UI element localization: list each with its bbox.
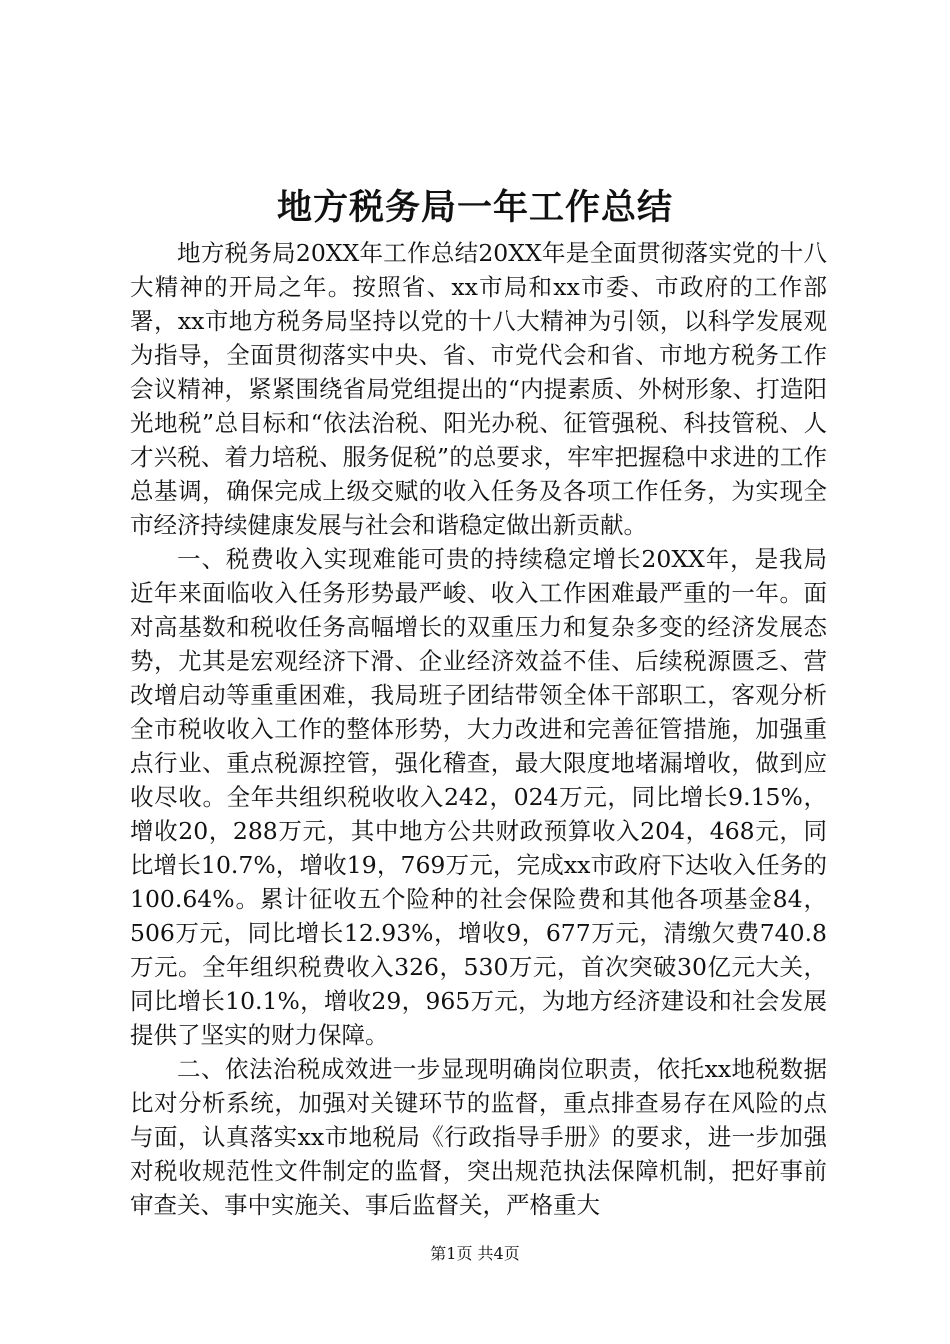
page-indicator: 第1页 共4页 xyxy=(430,1244,520,1263)
paragraph-intro: 地方税务局20XX年工作总结20XX年是全面贯彻落实党的十八大精神的开局之年。按照省、xx市局和xx市委、市政府的工作部署，xx市地方税务局坚持以党的十八大精神为引领，以科学发展观为指导，全面贯彻落实中央、省、市党代会和省、市地方税务工作会议精神，紧紧围绕省局党组提出的“内提素质、外树形象、打造阳光地税”总目标和“依法治税、阳光办税、征管强税、科技管税、人才兴税、着力培税、服务促税”的总要求，牢牢把握稳中求进的工作总基调，确保完成上级交赋的收入任务及各项工作任务，为实现全市经济持续健康发展与社会和谐稳定做出新贡献。 xyxy=(130,239,827,539)
paragraph-section-one: 一、税费收入实现难能可贵的持续稳定增长20XX年，是我局近年来面临收入任务形势最严峻、收入工作困难最严重的一年。面对高基数和税收任务高幅增长的双重压力和复杂多变的经济发展态势，尤其是宏观经济下滑、企业经济效益不佳、后续税源匮乏、营改增启动等重重困难，我局班子团结带领全体干部职工，客观分析全市税收收入工作的整体形势，大力改进和完善征管措施，加强重点行业、重点税源控管，强化稽查，最大限度地堵漏增收，做到应收尽收。全年共组织税收收入242，024万元，同比增长9.15%，增收20，288万元，其中地方公共财政预算收入204，468元，同比增长10.7%，增收19，769万元，完成xx市政府下达收入任务的100.64%。累计征收五个险种的社会保险费和其他各项基金84，506万元，同比增长12.93%，增收9，677万元，清缴欠费740.8万元。全年组织税费收入326，530万元，首次突破30亿元大关，同比增长10.1%，增收29，965万元，为地方经济建设和社会发展提供了坚实的财力保障。 xyxy=(130,545,827,1049)
document-title: 地方税务局一年工作总结 xyxy=(276,187,673,228)
page-footer xyxy=(0,1244,950,1264)
document-body xyxy=(130,236,827,1222)
paragraph-section-two: 二、依法治税成效进一步显现明确岗位职责，依托xx地税数据比对分析系统，加强对关键环节的监督，重点排查易存在风险的点与面，认真落实xx市地税局《行政指导手册》的要求，进一步加强对税收规范性文件制定的监督，突出规范执法保障机制，把好事前审查关、事中实施关、事后监督关，严格重大 xyxy=(130,1055,827,1219)
